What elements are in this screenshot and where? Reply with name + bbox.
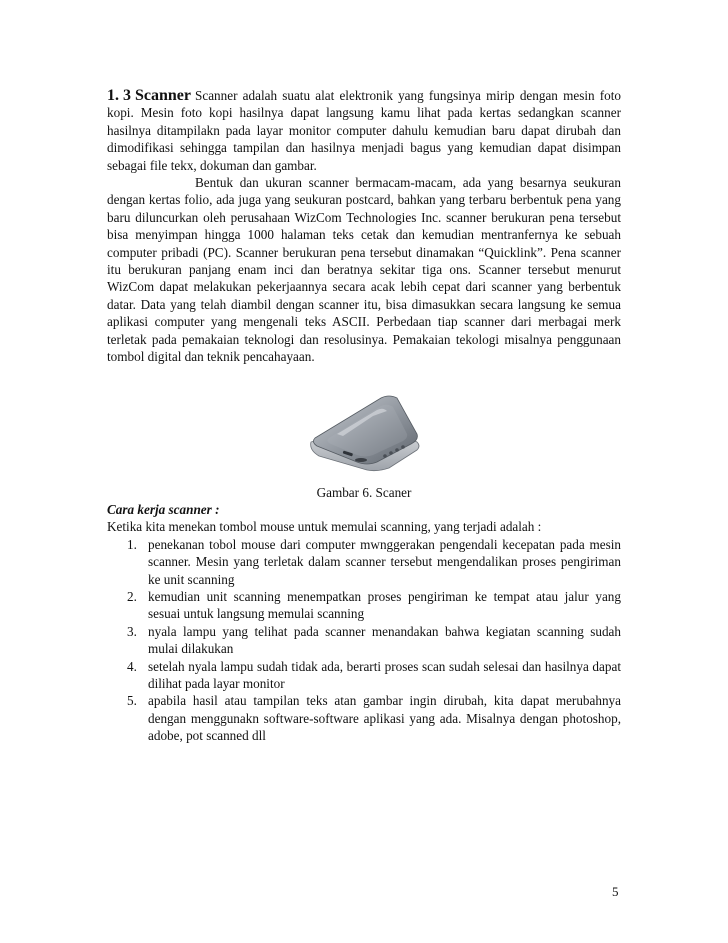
list-number: 5.	[127, 693, 137, 709]
page-content	[107, 86, 621, 745]
list-number: 3.	[127, 623, 137, 639]
page-number: 5	[612, 884, 619, 899]
list-item	[107, 658, 621, 693]
section-title: 1. 3 Scanner	[107, 87, 191, 104]
list-text: setelah nyala lampu sudah tidak ada, berarti proses scan sudah selesai dan hasilnya dapat dilihat pada layar monitor	[148, 658, 621, 691]
working-title: Cara kerja scanner :	[107, 501, 220, 517]
list-number: 2.	[127, 588, 137, 604]
list-text: kemudian unit scanning menempatkan proses pengiriman ke tempat atau jalur yang sesuai untuk langsung memulai scanning	[148, 588, 621, 622]
list-text: apabila hasil atau tampilan teks atan gambar ingin dirubah, kita dapat merubahnya dengan menggunakn software-software aplikasi yang ada. Misalnya dengan photoshop, adobe, pot scanned dll	[148, 693, 621, 744]
list-item	[107, 623, 621, 658]
list-item	[107, 588, 621, 623]
list-item	[107, 692, 621, 744]
paragraph-2: Bentuk dan ukuran scanner bermacam-macam, ada yang besarnya seukuran dengan kertas folio, ada juga yang seukuran postcard, bahkan yang terbaru berbentuk pena yang baru diluncurkan oleh perusahaan WizCom Technologies Inc. scanner berukuran pena tersebut bisa menyimpan hingga 1000 halaman teks cetak dan kemudian mentranfernya ke sebuah computer pribadi (PC). Scanner berukuran pena tersebut dinamakan “Quicklink”. Pena scanner itu berukuran panjang enam inci dan beratnya sekitar tiga ons. Scanner tersebut menurut WizCom dapat melakukan pekerjaannya secara acak lebih cepat dari scanner yang berbentuk datar. Data yang telah diambil dengan scanner itu, bisa dimasukkan secara langsung ke semua aplikasi computer yang mengenali teks ASCII. Perbedaan tiap scanner dari merbagai merk terletak pada pemakaian teknologi dan resolusinya. Pemakaian tekologi misalnya penggunaan tombol digital dan teknik pencahayaan.	[107, 175, 621, 365]
list-text: nyala lampu yang telihat pada scanner menandakan bahwa kegiatan scanning sudah mulai dilakukan	[148, 623, 621, 657]
working-intro: Ketika kita menekan tombol mouse untuk memulai scanning, yang terjadi adalah :	[107, 519, 542, 535]
list-text: penekanan tobol mouse dari computer mwnggerakan pengendali kecepatan pada mesin scanner. Mesin yang terletak dalam scanner tersebut mengendalikan proses pengiriman ke unit scanning	[148, 536, 621, 587]
figure-scanner	[107, 392, 621, 474]
paragraph-1: Scanner adalah suatu alat elektronik yang fungsinya mirip dengan mesin foto kopi. Mesin foto kopi hasilnya dapat langsung kamu lihat pada kertas sedangkan scanner hasilnya ditampilakn pada layar monitor computer dahulu kemudian baru dapat dirubah dan dimodifikasi sehingga tampilan dan hasilnya menjadi bagus yang kemudian dapat disimpan sebagai file tekx, dokuman dan gambar.	[107, 88, 621, 173]
list-item	[107, 536, 621, 588]
figure-caption: Gambar 6. Scaner	[316, 484, 412, 500]
list-number: 1.	[127, 536, 137, 552]
steps-list	[107, 536, 621, 745]
list-number: 4.	[127, 658, 137, 674]
flatbed-scanner-image	[307, 392, 422, 472]
